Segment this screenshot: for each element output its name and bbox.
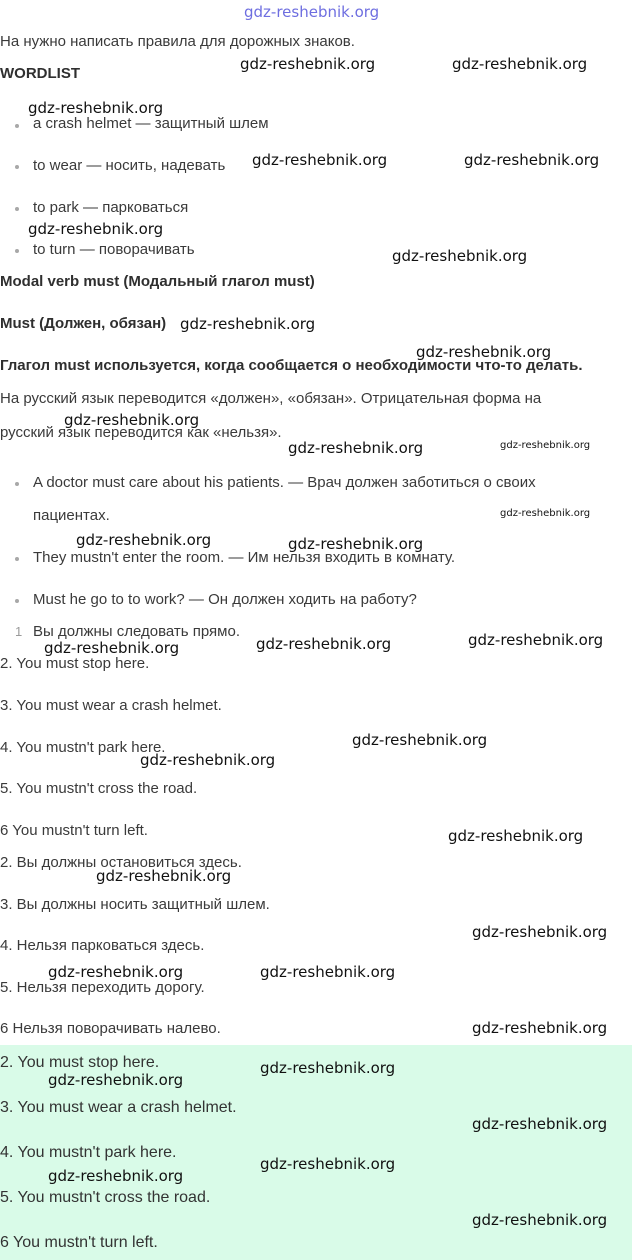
watermark: gdz-reshebnik.org: [392, 247, 528, 265]
intro-text: На нужно написать правила для дорожных знаков.: [0, 33, 355, 50]
wordlist-item: to park — парковаться: [33, 199, 189, 216]
watermark: gdz-reshebnik.org: [288, 439, 424, 457]
exercise-line: 3. You must wear a crash helmet.: [0, 697, 222, 714]
watermark: gdz-reshebnik.org: [472, 1115, 608, 1133]
exercise-line: 4. You mustn't park here.: [0, 739, 166, 756]
example-item: пациентах.: [33, 507, 110, 524]
example-item: They mustn't enter the room. — Им нельзя входить в комнату.: [33, 549, 456, 566]
exercise-line: 6 Нельзя поворачивать налево.: [0, 1020, 221, 1037]
grammar-explain: русский язык переводится как «нельзя».: [0, 424, 282, 441]
grammar-subheading: Must (Должен, обязан): [0, 315, 167, 332]
watermark: gdz-reshebnik.org: [472, 923, 608, 941]
exercise-line: 3. Вы должны носить защитный шлем.: [0, 896, 270, 913]
exercise-line: 5. You mustn't cross the road.: [0, 780, 198, 797]
watermark: gdz-reshebnik.org: [252, 151, 388, 169]
watermark: gdz-reshebnik.org: [472, 1019, 608, 1037]
answer-line: 3. You must wear a crash helmet.: [0, 1099, 237, 1116]
watermark: gdz-reshebnik.org: [76, 531, 212, 549]
watermark: gdz-reshebnik.org: [452, 55, 588, 73]
watermark: gdz-reshebnik.org: [28, 99, 164, 117]
watermark: gdz-reshebnik.org: [140, 751, 276, 769]
exercise-line: 2. Вы должны остановиться здесь.: [0, 854, 242, 871]
grammar-rule: Глагол must используется, когда сообщается о необходимости что-то делать.: [0, 357, 583, 374]
example-item: Must he go to to work? — Он должен ходить на работу?: [33, 591, 417, 608]
wordlist-item: to wear — носить, надевать: [33, 157, 226, 174]
exercise-number: 1: [15, 624, 23, 639]
watermark: gdz-reshebnik.org: [464, 151, 600, 169]
watermark: gdz-reshebnik.org: [288, 535, 424, 553]
bullet-icon: [15, 207, 19, 211]
wordlist-item: to turn — поворачивать: [33, 241, 195, 258]
watermark: gdz-reshebnik.org: [500, 440, 591, 451]
exercise-line: 5. Нельзя переходить дорогу.: [0, 979, 205, 996]
answer-line: 2. You must stop here.: [0, 1054, 160, 1071]
watermark: gdz-reshebnik.org: [180, 315, 316, 333]
watermark: gdz-reshebnik.org: [48, 1167, 184, 1185]
watermark: gdz-reshebnik.org: [472, 1211, 608, 1229]
watermark: gdz-reshebnik.org: [48, 1071, 184, 1089]
bullet-icon: [15, 557, 19, 561]
bullet-icon: [15, 124, 19, 128]
watermark: gdz-reshebnik.org: [260, 1155, 396, 1173]
watermark-top: gdz-reshebnik.org: [244, 3, 380, 21]
answer-line: 4. You mustn't park here.: [0, 1144, 177, 1161]
watermark: gdz-reshebnik.org: [64, 411, 200, 429]
watermark: gdz-reshebnik.org: [240, 55, 376, 73]
bullet-icon: [15, 599, 19, 603]
bullet-icon: [15, 165, 19, 169]
exercise-line: 4. Нельзя парковаться здесь.: [0, 937, 205, 954]
watermark: gdz-reshebnik.org: [500, 508, 591, 519]
answer-line: 5. You mustn't cross the road.: [0, 1189, 211, 1206]
answer-line: 6 You mustn't turn left.: [0, 1234, 158, 1251]
watermark: gdz-reshebnik.org: [48, 963, 184, 981]
bullet-icon: [15, 482, 19, 486]
example-item: A doctor must care about his patients. — Врач должен заботиться о своих: [33, 474, 536, 491]
watermark: gdz-reshebnik.org: [260, 963, 396, 981]
watermark: gdz-reshebnik.org: [260, 1059, 396, 1077]
watermark: gdz-reshebnik.org: [28, 220, 164, 238]
grammar-explain: На русский язык переводится «должен», «обязан». Отрицательная форма на: [0, 390, 542, 407]
watermark: gdz-reshebnik.org: [468, 631, 604, 649]
watermark: gdz-reshebnik.org: [96, 867, 232, 885]
watermark: gdz-reshebnik.org: [416, 343, 552, 361]
wordlist-item: a crash helmet — защитный шлем: [33, 115, 269, 132]
bullet-icon: [15, 249, 19, 253]
exercise-line: 2. You must stop here.: [0, 655, 150, 672]
watermark: gdz-reshebnik.org: [44, 639, 180, 657]
watermark: gdz-reshebnik.org: [352, 731, 488, 749]
watermark: gdz-reshebnik.org: [448, 827, 584, 845]
exercise-line: Вы должны следовать прямо.: [33, 623, 241, 640]
grammar-heading: Modal verb must (Модальный глагол must): [0, 273, 315, 290]
watermark: gdz-reshebnik.org: [256, 635, 392, 653]
wordlist-title: WORDLIST: [0, 65, 80, 82]
exercise-line: 6 You mustn't turn left.: [0, 822, 148, 839]
